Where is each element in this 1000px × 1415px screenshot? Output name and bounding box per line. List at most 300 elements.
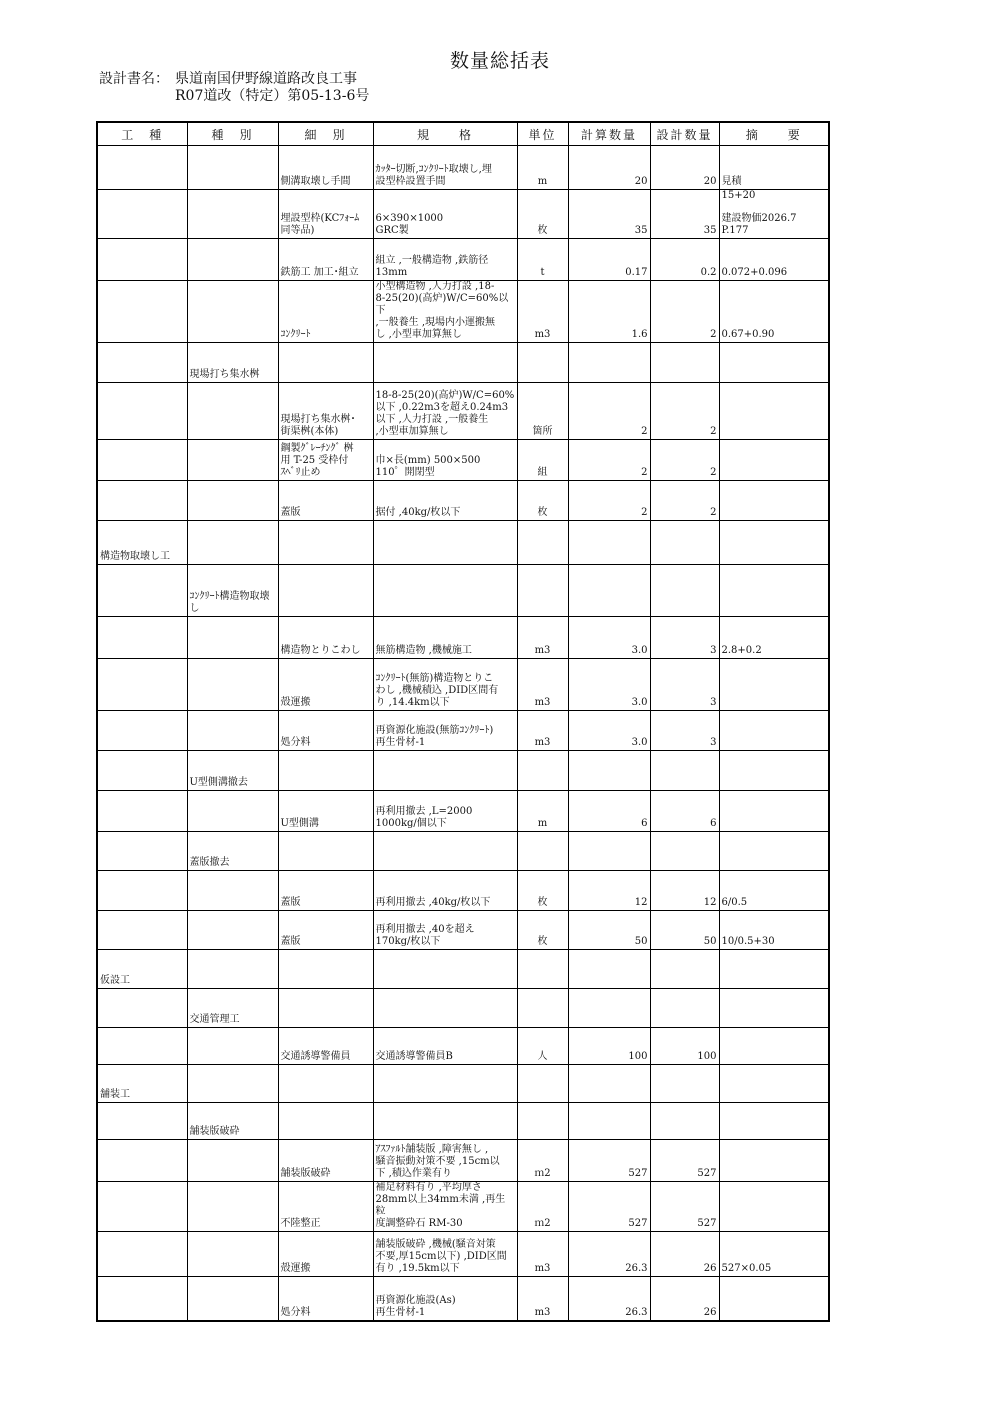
cell-tekiyo-line: 0.072+0.096 <box>721 267 788 278</box>
cell-sekkei-line: 0.2 <box>700 267 717 278</box>
table-body <box>97 146 829 1321</box>
cell-kikaku-line: 度調整砕石 RM-30 <box>375 1218 463 1229</box>
cell-keisan-line: 527 <box>628 1168 648 1179</box>
cell-tekiyo <box>719 911 829 950</box>
header-kikaku: 規 格 <box>373 122 517 146</box>
cell-koshu <box>97 989 187 1028</box>
cell-tani-line: m3 <box>534 697 551 708</box>
cell-kikaku <box>373 911 517 950</box>
cell-kikaku <box>373 565 517 617</box>
cell-tani-line: m3 <box>534 737 551 748</box>
cell-tani <box>517 871 568 911</box>
cell-kikaku-line: 13mm <box>375 267 408 278</box>
cell-saibetsu <box>278 617 373 659</box>
cell-kikaku-line: 補足材料有り ,平均厚さ <box>375 1182 482 1193</box>
cell-sekkei <box>650 950 719 989</box>
table-row <box>97 281 829 343</box>
cell-saibetsu <box>278 659 373 711</box>
cell-tekiyo <box>719 1140 829 1182</box>
cell-kikaku-line: ,一般養生 ,現場内小運搬無 <box>375 317 496 328</box>
cell-sekkei <box>650 1140 719 1182</box>
cell-koshu <box>97 281 187 343</box>
cell-tani <box>517 481 568 521</box>
cell-keisan-line: 35 <box>634 225 648 236</box>
cell-tekiyo <box>719 383 829 440</box>
cell-tani-line: m3 <box>534 329 551 340</box>
cell-tekiyo <box>719 565 829 617</box>
table-row <box>97 1028 829 1065</box>
cell-keisan <box>568 521 650 565</box>
cell-shubetsu-line: ｺﾝｸﾘｰﾄ構造物取壊 <box>189 591 270 602</box>
cell-keisan <box>568 1028 650 1065</box>
table-row <box>97 146 829 190</box>
design-doc-label: 設計書名： <box>99 71 169 87</box>
cell-tani-line: m <box>537 176 548 187</box>
cell-keisan <box>568 343 650 383</box>
cell-tekiyo <box>719 617 829 659</box>
cell-kikaku <box>373 1182 517 1232</box>
cell-saibetsu-line: 不陸整正 <box>280 1218 321 1229</box>
cell-kikaku <box>373 711 517 751</box>
cell-kikaku-line: 28mm以上34mm未満 ,再生粒 <box>375 1194 506 1217</box>
cell-sekkei-line: 20 <box>703 176 717 187</box>
cell-tekiyo <box>719 1065 829 1103</box>
cell-tekiyo <box>719 950 829 989</box>
cell-saibetsu-line: 鋼製ｸﾞﾚｰﾁﾝｸﾞ 桝 <box>280 443 354 454</box>
cell-saibetsu-line: 蓋版 <box>280 897 301 908</box>
cell-sekkei <box>650 281 719 343</box>
tekiyo-top-note: 15+20 <box>721 190 756 201</box>
cell-saibetsu-line: 現場打ち集水桝･ <box>280 414 356 425</box>
cell-tani-line: m3 <box>534 645 551 656</box>
cell-koshu-line: 仮設工 <box>100 975 130 986</box>
cell-tekiyo <box>719 711 829 751</box>
cell-kikaku <box>373 989 517 1028</box>
cell-tekiyo-line: 527×0.05 <box>721 1263 772 1274</box>
cell-tekiyo-line: 2.8+0.2 <box>721 645 762 656</box>
cell-sekkei-line: 527 <box>697 1168 717 1179</box>
cell-keisan-line: 3.0 <box>631 697 648 708</box>
cell-kikaku <box>373 617 517 659</box>
cell-kikaku-line: 再利用撤去 ,L=2000 <box>375 806 473 817</box>
quantity-summary-table <box>96 121 830 1322</box>
cell-kikaku-line: 再生骨材-1 <box>375 1306 426 1318</box>
cell-keisan <box>568 281 650 343</box>
design-doc-number-row <box>99 88 369 105</box>
cell-saibetsu <box>278 1277 373 1321</box>
cell-sekkei-line: 527 <box>697 1218 717 1229</box>
cell-sekkei-line: 2 <box>710 426 717 437</box>
cell-sekkei-line: 26 <box>703 1263 717 1274</box>
cell-kikaku-line: 無筋構造物 ,機械施工 <box>375 645 472 656</box>
cell-kikaku-line: 6×390×1000 <box>375 213 444 224</box>
cell-kikaku <box>373 146 517 190</box>
cell-keisan <box>568 711 650 751</box>
cell-tekiyo-line: 10/0.5+30 <box>721 936 775 947</box>
cell-saibetsu-line: 舗装版破砕 <box>280 1168 331 1179</box>
header-row <box>97 122 829 146</box>
cell-koshu <box>97 481 187 521</box>
cell-keisan-line: 1.6 <box>631 329 648 340</box>
cell-saibetsu-line: ｺﾝｸﾘｰﾄ <box>280 329 311 340</box>
cell-tani <box>517 711 568 751</box>
cell-tani-line: t <box>540 267 545 278</box>
cell-keisan <box>568 832 650 871</box>
cell-sekkei <box>650 1277 719 1321</box>
cell-saibetsu <box>278 1103 373 1140</box>
cell-saibetsu-line: 殻運搬 <box>280 697 311 708</box>
cell-saibetsu-line: 街渠桝(本体) <box>280 426 339 437</box>
cell-shubetsu <box>187 146 278 190</box>
design-doc-name-row <box>99 71 369 88</box>
cell-tani <box>517 343 568 383</box>
cell-tani <box>517 950 568 989</box>
cell-saibetsu-line: 構造物とりこわし <box>280 645 361 656</box>
cell-tekiyo <box>719 1182 829 1232</box>
cell-shubetsu <box>187 659 278 711</box>
cell-kikaku-line: 170kg/枚以下 <box>375 936 441 947</box>
cell-tani-line: 枚 <box>537 897 548 908</box>
table-row <box>97 871 829 911</box>
cell-kikaku-line: 再利用撤去 ,40を超え <box>375 924 475 935</box>
table-row <box>97 659 829 711</box>
cell-saibetsu <box>278 1065 373 1103</box>
cell-kikaku-line: 18-8-25(20)(高炉)W/C=60% <box>375 390 515 401</box>
cell-saibetsu-line: 処分料 <box>280 1306 311 1318</box>
cell-tekiyo <box>719 659 829 711</box>
cell-saibetsu <box>278 1028 373 1065</box>
cell-koshu <box>97 440 187 481</box>
cell-shubetsu <box>187 239 278 281</box>
cell-koshu <box>97 343 187 383</box>
cell-saibetsu <box>278 911 373 950</box>
cell-tani <box>517 1140 568 1182</box>
cell-kikaku-line: ｶｯﾀｰ切断,ｺﾝｸﾘｰﾄ取壊し,埋 <box>375 164 492 175</box>
cell-tekiyo <box>719 481 829 521</box>
cell-koshu <box>97 239 187 281</box>
cell-tekiyo <box>719 791 829 832</box>
cell-shubetsu <box>187 1065 278 1103</box>
table-row <box>97 565 829 617</box>
cell-koshu-line: 構造物取壊し工 <box>100 551 170 562</box>
table-row <box>97 1232 829 1277</box>
cell-kikaku-line: 以下 ,人力打設 ,一般養生 <box>375 414 489 425</box>
cell-sekkei <box>650 565 719 617</box>
cell-tekiyo <box>719 281 829 343</box>
cell-keisan-line: 2 <box>641 426 648 437</box>
cell-koshu <box>97 871 187 911</box>
cell-keisan-line: 12 <box>634 897 648 908</box>
cell-kikaku <box>373 1232 517 1277</box>
cell-sekkei <box>650 146 719 190</box>
cell-keisan <box>568 481 650 521</box>
cell-keisan <box>568 1103 650 1140</box>
design-doc-number: R07道改（特定）第05-13-6号 <box>175 88 370 104</box>
table-row <box>97 521 829 565</box>
cell-tani <box>517 791 568 832</box>
cell-tani-line: 枚 <box>537 225 548 236</box>
cell-saibetsu-line: 蓋版 <box>280 936 301 947</box>
cell-shubetsu <box>187 481 278 521</box>
cell-keisan <box>568 751 650 791</box>
cell-saibetsu <box>278 146 373 190</box>
cell-tani <box>517 1277 568 1321</box>
cell-shubetsu <box>187 383 278 440</box>
table-row <box>97 791 829 832</box>
cell-shubetsu-line: 蓋版撤去 <box>189 857 230 868</box>
cell-saibetsu-line: 用 T-25 受枠付 <box>280 455 349 466</box>
cell-sekkei <box>650 871 719 911</box>
design-doc-header <box>99 71 369 105</box>
table-row <box>97 950 829 989</box>
cell-kikaku-line: 不要,厚15cm以下) ,DID区間 <box>375 1251 507 1262</box>
cell-shubetsu <box>187 989 278 1028</box>
cell-shubetsu <box>187 1140 278 1182</box>
cell-tekiyo <box>719 1103 829 1140</box>
cell-keisan-line: 3.0 <box>631 645 648 656</box>
cell-koshu <box>97 1065 187 1103</box>
table-row <box>97 832 829 871</box>
cell-shubetsu <box>187 871 278 911</box>
cell-sekkei <box>650 832 719 871</box>
cell-kikaku <box>373 1065 517 1103</box>
cell-keisan <box>568 950 650 989</box>
cell-tekiyo <box>719 146 829 190</box>
cell-sekkei-line: 2 <box>710 507 717 518</box>
cell-kikaku <box>373 383 517 440</box>
table-row <box>97 1140 829 1182</box>
cell-koshu-line: 舗装工 <box>100 1089 130 1100</box>
cell-saibetsu <box>278 1232 373 1277</box>
cell-tani <box>517 617 568 659</box>
cell-tekiyo <box>719 239 829 281</box>
cell-sekkei <box>650 711 719 751</box>
cell-kikaku <box>373 659 517 711</box>
cell-sekkei <box>650 1065 719 1103</box>
cell-sekkei-line: 6 <box>710 818 717 829</box>
cell-kikaku <box>373 1277 517 1321</box>
cell-koshu <box>97 832 187 871</box>
cell-kikaku-line: 小型構造物 ,人力打設 ,18- <box>375 281 495 292</box>
cell-saibetsu <box>278 383 373 440</box>
cell-kikaku-line: 交通誘導警備員B <box>375 1051 453 1062</box>
cell-saibetsu <box>278 565 373 617</box>
cell-koshu <box>97 791 187 832</box>
cell-tani <box>517 659 568 711</box>
cell-sekkei <box>650 911 719 950</box>
cell-tani <box>517 1232 568 1277</box>
cell-kikaku-line: 以下 ,0.22m3を超え0.24m3 <box>375 402 509 413</box>
cell-saibetsu-line: ｽﾍﾞﾘ止め <box>280 467 321 478</box>
cell-shubetsu-line: し <box>189 603 200 614</box>
cell-kikaku-line: ｱｽﾌｧﾙﾄ舗装版 ,障害無し , <box>375 1144 489 1155</box>
cell-tekiyo <box>719 1232 829 1277</box>
cell-keisan-line: 2 <box>641 467 648 478</box>
cell-sekkei <box>650 1182 719 1232</box>
cell-saibetsu <box>278 343 373 383</box>
cell-saibetsu-line: 側溝取壊し手間 <box>280 176 351 187</box>
cell-saibetsu <box>278 711 373 751</box>
table-row <box>97 711 829 751</box>
cell-saibetsu-line: 交通誘導警備員 <box>280 1051 351 1062</box>
cell-kikaku-line: 組立 ,一般構造物 ,鉄筋径 <box>375 255 489 266</box>
header-keisan: 計算数量 <box>568 122 650 146</box>
cell-shubetsu-line: U型側溝撤去 <box>189 777 248 788</box>
cell-tani <box>517 989 568 1028</box>
header-tekiyo: 摘 要 <box>719 122 829 146</box>
cell-tani <box>517 911 568 950</box>
cell-tani-line: m <box>537 818 548 829</box>
cell-keisan-line: 3.0 <box>631 737 648 748</box>
cell-koshu <box>97 565 187 617</box>
cell-koshu <box>97 751 187 791</box>
cell-koshu <box>97 711 187 751</box>
cell-sekkei-line: 2 <box>710 329 717 340</box>
cell-tekiyo <box>719 190 829 239</box>
cell-saibetsu <box>278 832 373 871</box>
cell-shubetsu-line: 交通管理工 <box>189 1014 240 1025</box>
cell-tekiyo <box>719 1028 829 1065</box>
cell-sekkei-line: 50 <box>703 936 717 947</box>
cell-kikaku-line: 下 ,積込作業有り <box>375 1168 452 1179</box>
cell-tani <box>517 1028 568 1065</box>
cell-saibetsu-line: U型側溝 <box>280 818 319 829</box>
cell-kikaku <box>373 190 517 239</box>
cell-keisan <box>568 190 650 239</box>
cell-tekiyo <box>719 521 829 565</box>
cell-koshu <box>97 950 187 989</box>
cell-saibetsu-line: 殻運搬 <box>280 1263 311 1274</box>
cell-keisan <box>568 383 650 440</box>
cell-sekkei <box>650 239 719 281</box>
cell-koshu <box>97 1103 187 1140</box>
cell-keisan-line: 0.17 <box>625 267 648 278</box>
cell-kikaku-line: 巾×長(mm) 500×500 <box>375 455 481 466</box>
cell-keisan-line: 26.3 <box>625 1306 648 1318</box>
cell-shubetsu <box>187 565 278 617</box>
table-row <box>97 481 829 521</box>
cell-keisan-line: 527 <box>628 1218 648 1229</box>
cell-kikaku <box>373 343 517 383</box>
cell-shubetsu-line: 現場打ち集水桝 <box>189 369 260 380</box>
table-row <box>97 911 829 950</box>
cell-koshu <box>97 911 187 950</box>
cell-tekiyo-line: 0.67+0.90 <box>721 329 775 340</box>
cell-tani <box>517 383 568 440</box>
cell-tani-line: 箇所 <box>532 426 553 437</box>
cell-koshu <box>97 383 187 440</box>
cell-tani-line: 人 <box>537 1051 548 1062</box>
cell-kikaku-line: 再資源化施設(無筋ｺﾝｸﾘｰﾄ) <box>375 725 494 736</box>
cell-tekiyo <box>719 751 829 791</box>
cell-sekkei <box>650 440 719 481</box>
header-koshu: 工 種 <box>97 122 187 146</box>
cell-sekkei <box>650 617 719 659</box>
cell-keisan-line: 2 <box>641 507 648 518</box>
cell-tekiyo <box>719 832 829 871</box>
cell-saibetsu-line: 鉄筋工 加工･組立 <box>280 267 359 278</box>
cell-shubetsu <box>187 1182 278 1232</box>
cell-kikaku <box>373 1028 517 1065</box>
cell-kikaku <box>373 521 517 565</box>
cell-keisan <box>568 871 650 911</box>
cell-keisan-line: 6 <box>641 818 648 829</box>
cell-saibetsu <box>278 950 373 989</box>
cell-keisan-line: 50 <box>634 936 648 947</box>
cell-kikaku <box>373 832 517 871</box>
cell-tani <box>517 1103 568 1140</box>
cell-kikaku-line: 舗装版破砕 ,機械(騒音対策 <box>375 1239 496 1250</box>
cell-kikaku <box>373 1103 517 1140</box>
cell-shubetsu <box>187 1232 278 1277</box>
cell-koshu <box>97 659 187 711</box>
cell-kikaku-line: 再利用撤去 ,40kg/枚以下 <box>375 897 491 908</box>
cell-kikaku-line: り ,14.4km以下 <box>375 697 450 708</box>
cell-keisan <box>568 1140 650 1182</box>
cell-kikaku-line: 110゜開閉型 <box>375 467 435 478</box>
cell-saibetsu-line: 処分料 <box>280 737 311 748</box>
cell-tani <box>517 190 568 239</box>
cell-saibetsu <box>278 1140 373 1182</box>
cell-keisan <box>568 911 650 950</box>
cell-keisan <box>568 1232 650 1277</box>
cell-sekkei <box>650 791 719 832</box>
cell-tani <box>517 521 568 565</box>
cell-koshu <box>97 146 187 190</box>
cell-kikaku-line: GRC製 <box>375 225 409 236</box>
cell-kikaku-line: 据付 ,40kg/枚以下 <box>375 507 461 518</box>
cell-tani <box>517 751 568 791</box>
cell-shubetsu-line: 舗装版破砕 <box>189 1126 240 1137</box>
cell-shubetsu <box>187 617 278 659</box>
cell-sekkei <box>650 751 719 791</box>
header-saibetsu: 細 別 <box>278 122 373 146</box>
cell-tani-line: 枚 <box>537 936 548 947</box>
cell-koshu <box>97 1028 187 1065</box>
table-row <box>97 190 829 239</box>
cell-shubetsu <box>187 343 278 383</box>
cell-keisan <box>568 617 650 659</box>
cell-shubetsu <box>187 950 278 989</box>
cell-kikaku-line: 8-25(20)(高炉)W/C=60%以下 <box>375 293 509 316</box>
cell-keisan <box>568 146 650 190</box>
cell-shubetsu <box>187 190 278 239</box>
cell-kikaku-line: し ,小型車加算無し <box>375 329 462 340</box>
cell-saibetsu <box>278 190 373 239</box>
cell-sekkei <box>650 190 719 239</box>
cell-sekkei-line: 3 <box>710 737 717 748</box>
cell-tekiyo <box>719 871 829 911</box>
cell-kikaku <box>373 239 517 281</box>
cell-koshu <box>97 190 187 239</box>
cell-sekkei <box>650 1103 719 1140</box>
cell-tani-line: m3 <box>534 1263 551 1274</box>
cell-keisan-line: 100 <box>628 1051 648 1062</box>
cell-tani <box>517 239 568 281</box>
cell-kikaku <box>373 440 517 481</box>
cell-tekiyo-line: 6/0.5 <box>721 897 748 908</box>
cell-saibetsu <box>278 521 373 565</box>
cell-keisan-line: 26.3 <box>625 1263 648 1274</box>
cell-saibetsu <box>278 791 373 832</box>
cell-kikaku-line: 有り ,19.5km以下 <box>375 1263 460 1274</box>
cell-keisan-line: 20 <box>634 176 648 187</box>
cell-koshu <box>97 1182 187 1232</box>
cell-keisan <box>568 1182 650 1232</box>
cell-shubetsu <box>187 911 278 950</box>
cell-saibetsu-line: 同等品) <box>280 225 315 236</box>
cell-shubetsu <box>187 791 278 832</box>
